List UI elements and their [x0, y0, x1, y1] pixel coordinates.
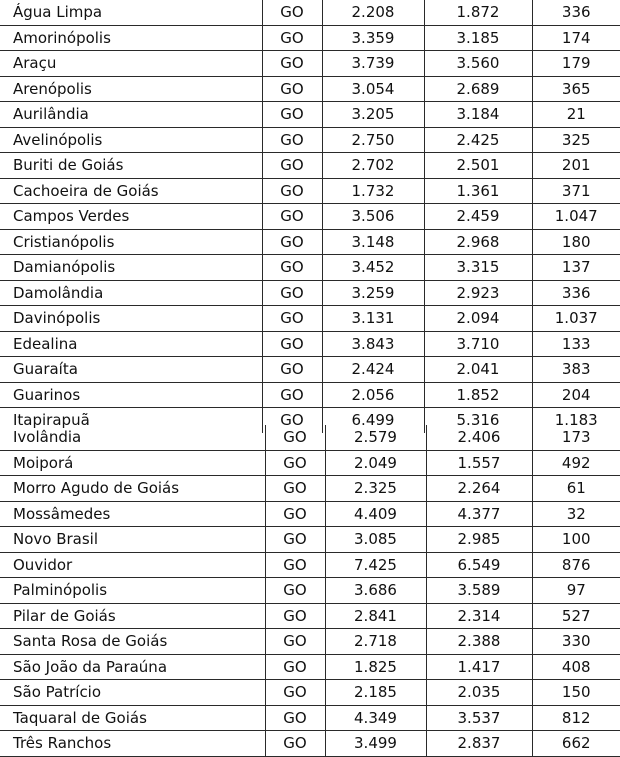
value-cell-2: 3.537	[426, 705, 532, 731]
state-cell: GO	[262, 178, 322, 204]
value-cell-2: 3.185	[424, 25, 532, 51]
difference-cell: 174	[532, 25, 620, 51]
value-cell-2: 1.557	[426, 450, 532, 476]
state-cell: GO	[262, 153, 322, 179]
value-cell-2: 4.377	[426, 501, 532, 527]
value-cell-1: 4.349	[325, 705, 426, 731]
state-cell: GO	[265, 680, 325, 706]
value-cell-2: 1.417	[426, 654, 532, 680]
value-cell-1: 2.325	[325, 476, 426, 502]
difference-cell: 662	[532, 731, 620, 757]
table-row	[0, 306, 620, 332]
value-cell-1: 1.732	[322, 178, 424, 204]
value-cell-2: 1.872	[424, 0, 532, 25]
difference-cell: 61	[532, 476, 620, 502]
value-cell-1: 3.205	[322, 102, 424, 128]
difference-cell: 527	[532, 603, 620, 629]
municipality-cell: Ivolândia	[0, 425, 265, 450]
table-row	[0, 255, 620, 281]
table-row	[0, 51, 620, 77]
state-cell: GO	[262, 306, 322, 332]
value-cell-1: 2.702	[322, 153, 424, 179]
value-cell-2: 3.710	[424, 331, 532, 357]
municipality-cell: Avelinópolis	[0, 127, 262, 153]
table-row	[0, 357, 620, 383]
municipality-cell: Cachoeira de Goiás	[0, 178, 262, 204]
state-cell: GO	[262, 331, 322, 357]
table-row	[0, 331, 620, 357]
state-cell: GO	[265, 450, 325, 476]
difference-cell: 97	[532, 578, 620, 604]
value-cell-1: 2.208	[322, 0, 424, 25]
value-cell-2: 2.041	[424, 357, 532, 383]
table-row	[0, 204, 620, 230]
value-cell-2: 2.314	[426, 603, 532, 629]
value-cell-1: 2.841	[325, 603, 426, 629]
value-cell-1: 2.750	[322, 127, 424, 153]
table-row	[0, 102, 620, 128]
table-row	[0, 705, 620, 731]
table-row	[0, 552, 620, 578]
difference-cell: 133	[532, 331, 620, 357]
value-cell-2: 2.425	[424, 127, 532, 153]
value-cell-2: 3.560	[424, 51, 532, 77]
municipality-cell: Aurilândia	[0, 102, 262, 128]
difference-cell: 100	[532, 527, 620, 553]
municipality-cell: Buriti de Goiás	[0, 153, 262, 179]
table-row	[0, 382, 620, 408]
value-cell-1: 2.579	[325, 425, 426, 450]
value-cell-1: 3.359	[322, 25, 424, 51]
value-cell-2: 2.388	[426, 629, 532, 655]
table-row	[0, 476, 620, 502]
value-cell-2: 5.316	[424, 408, 532, 433]
value-cell-1: 3.499	[325, 731, 426, 757]
value-cell-1: 2.049	[325, 450, 426, 476]
state-cell: GO	[262, 382, 322, 408]
difference-cell: 204	[532, 382, 620, 408]
value-cell-2: 1.361	[424, 178, 532, 204]
municipality-cell: Novo Brasil	[0, 527, 265, 553]
municipality-cell: Davinópolis	[0, 306, 262, 332]
value-cell-1: 3.739	[322, 51, 424, 77]
municipality-cell: São Patrício	[0, 680, 265, 706]
value-cell-2: 2.689	[424, 76, 532, 102]
value-cell-1: 3.506	[322, 204, 424, 230]
value-cell-2: 2.264	[426, 476, 532, 502]
municipality-cell: Três Ranchos	[0, 731, 265, 757]
table-row	[0, 680, 620, 706]
value-cell-2: 2.094	[424, 306, 532, 332]
value-cell-2: 6.549	[426, 552, 532, 578]
municipality-cell: Pilar de Goiás	[0, 603, 265, 629]
state-cell: GO	[265, 654, 325, 680]
difference-cell: 32	[532, 501, 620, 527]
municipality-cell: Taquaral de Goiás	[0, 705, 265, 731]
table-row	[0, 178, 620, 204]
table-row	[0, 654, 620, 680]
difference-cell: 492	[532, 450, 620, 476]
table-row	[0, 501, 620, 527]
state-cell: GO	[265, 705, 325, 731]
state-cell: GO	[262, 255, 322, 281]
difference-cell: 325	[532, 127, 620, 153]
difference-cell: 383	[532, 357, 620, 383]
table-row	[0, 527, 620, 553]
difference-cell: 150	[532, 680, 620, 706]
table-row	[0, 578, 620, 604]
table-row	[0, 25, 620, 51]
value-cell-2: 2.035	[426, 680, 532, 706]
value-cell-2: 2.459	[424, 204, 532, 230]
value-cell-2: 3.315	[424, 255, 532, 281]
state-cell: GO	[262, 102, 322, 128]
table-row	[0, 280, 620, 306]
value-cell-2: 1.852	[424, 382, 532, 408]
table-row	[0, 0, 620, 25]
value-cell-1: 3.054	[322, 76, 424, 102]
table-row	[0, 450, 620, 476]
table-body	[0, 425, 620, 756]
state-cell: GO	[262, 127, 322, 153]
difference-cell: 1.037	[532, 306, 620, 332]
value-cell-1: 6.499	[322, 408, 424, 433]
municipality-cell: Arenópolis	[0, 76, 262, 102]
value-cell-1: 2.718	[325, 629, 426, 655]
table-row	[0, 229, 620, 255]
value-cell-1: 3.686	[325, 578, 426, 604]
municipality-cell: Itapirapuã	[13, 411, 90, 430]
value-cell-1: 2.185	[325, 680, 426, 706]
municipality-cell: Ouvidor	[0, 552, 265, 578]
state-cell: GO	[262, 76, 322, 102]
difference-cell: 330	[532, 629, 620, 655]
table-row	[0, 603, 620, 629]
value-cell-2: 2.923	[424, 280, 532, 306]
difference-cell: 336	[532, 0, 620, 25]
value-cell-1: 3.259	[322, 280, 424, 306]
state-cell: GO	[262, 0, 322, 25]
table-row	[0, 425, 620, 450]
municipality-cell: Edealina	[0, 331, 262, 357]
value-cell-2: 2.406	[426, 425, 532, 450]
state-cell: GO	[262, 357, 322, 383]
municipality-cell: Santa Rosa de Goiás	[0, 629, 265, 655]
municipality-cell: Damianópolis	[0, 255, 262, 281]
state-cell: GO	[265, 527, 325, 553]
difference-cell: 21	[532, 102, 620, 128]
difference-cell: 1.047	[532, 204, 620, 230]
difference-cell: 173	[532, 425, 620, 450]
difference-cell: 1.183	[532, 408, 620, 433]
value-cell-1: 4.409	[325, 501, 426, 527]
value-cell-1: 1.825	[325, 654, 426, 680]
state-cell: GO	[265, 501, 325, 527]
table-row	[0, 153, 620, 179]
value-cell-1: 2.424	[322, 357, 424, 383]
value-cell-1: 7.425	[325, 552, 426, 578]
difference-cell: 371	[532, 178, 620, 204]
state-cell: GO	[265, 425, 325, 450]
state-cell: GO	[265, 629, 325, 655]
value-cell-1: 2.056	[322, 382, 424, 408]
difference-cell: 365	[532, 76, 620, 102]
table-row	[0, 127, 620, 153]
municipality-cell: Araçu	[0, 51, 262, 77]
municipality-cell: Amorinópolis	[0, 25, 262, 51]
difference-cell: 201	[532, 153, 620, 179]
value-cell-1: 3.148	[322, 229, 424, 255]
difference-cell: 137	[532, 255, 620, 281]
table-row	[0, 76, 620, 102]
municipality-cell: Campos Verdes	[0, 204, 262, 230]
state-cell: GO	[262, 25, 322, 51]
state-cell: GO	[262, 280, 322, 306]
difference-cell: 876	[532, 552, 620, 578]
table-block-lower	[0, 425, 620, 757]
value-cell-1: 3.843	[322, 331, 424, 357]
state-cell: GO	[265, 731, 325, 757]
state-cell: GO	[262, 204, 322, 230]
difference-cell: 812	[532, 705, 620, 731]
value-cell-2: 3.589	[426, 578, 532, 604]
municipality-cell: Damolândia	[0, 280, 262, 306]
value-cell-1: 3.452	[322, 255, 424, 281]
state-cell: GO	[265, 476, 325, 502]
difference-cell: 179	[532, 51, 620, 77]
state-cell: GO	[262, 229, 322, 255]
municipality-cell: Morro Agudo de Goiás	[0, 476, 265, 502]
state-cell: GO	[265, 578, 325, 604]
difference-cell: 408	[532, 654, 620, 680]
value-cell-1: 3.085	[325, 527, 426, 553]
state-cell: GO	[262, 51, 322, 77]
municipality-cell: Mossâmedes	[0, 501, 265, 527]
state-cell: GO	[265, 603, 325, 629]
municipality-cell: Moiporá	[0, 450, 265, 476]
state-cell: GO	[265, 552, 325, 578]
value-cell-2: 2.837	[426, 731, 532, 757]
value-cell-2: 2.968	[424, 229, 532, 255]
value-cell-2: 2.501	[424, 153, 532, 179]
value-cell-2: 3.184	[424, 102, 532, 128]
value-cell-2: 2.985	[426, 527, 532, 553]
table-row	[0, 731, 620, 757]
value-cell-1: 3.131	[322, 306, 424, 332]
table-row	[0, 629, 620, 655]
municipality-cell: Guarinos	[0, 382, 262, 408]
state-cell: GO	[262, 408, 322, 433]
municipality-cell: Guaraíta	[0, 357, 262, 383]
difference-cell: 180	[532, 229, 620, 255]
municipality-cell: Palminópolis	[0, 578, 265, 604]
difference-cell: 336	[532, 280, 620, 306]
municipality-cell: Cristianópolis	[0, 229, 262, 255]
municipality-cell: São João da Paraúna	[0, 654, 265, 680]
municipality-cell: Água Limpa	[0, 0, 262, 25]
